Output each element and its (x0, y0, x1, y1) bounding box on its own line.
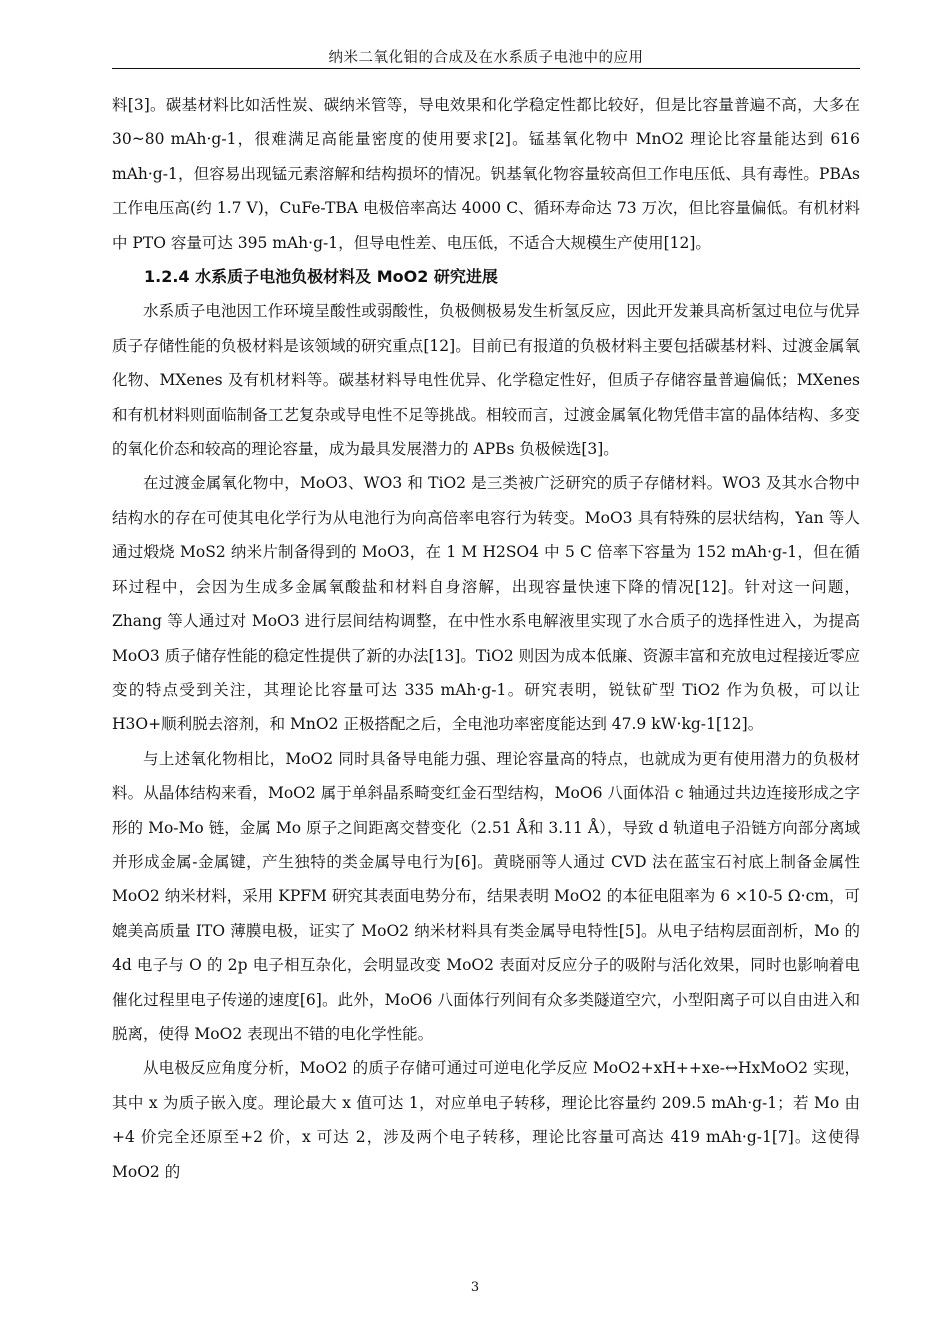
paragraph-continuation: 料[3]。碳基材料比如活性炭、碳纳米管等，导电效果和化学稳定性都比较好，但是比容量普遍不高，大多在 30~80 mAh·g-1，很难满足高能量密度的使用要求[2]。锰基氧化物中 MnO2 理论比容量能达到 616 mAh·g-1，但容易出现锰元素溶解和结构损坏的情况。钒基氧化物容量较高但工作电压低、具有毒性。PBAs 工作电压高(约 1.7 V)，CuFe-TBA 电极倍率高达 4000 C、循环寿命达 73 万次，但比容量偏低。有机材料中 PTO 容量可达 395 mAh·g-1，但导电性差、电压低，不适合大规模生产使用[12]。 (112, 96, 860, 252)
page-number: 3 (470, 1280, 480, 1295)
section-heading: 1.2.4 水系质子电池负极材料及 MoO2 研究进展 (144, 267, 498, 287)
paragraph-electrode-reaction: 从电极反应角度分析，MoO2 的质子存储可通过可逆电化学反应 MoO2+xH++xe-↔HxMoO2 实现，其中 x 为质子嵌入度。理论最大 x 值可达 1，对应单电子转移，理论比容量约 209.5 mAh·g-1；若 Mo 由+4 价完全还原至+2 价，x 可达 2，涉及两个电子转移，理论比容量可高达 419 mAh·g-1[7]。这使得 MoO2 的 (112, 1059, 860, 1181)
running-header: 纳米二氧化钼的合成及在水系质子电池中的应用 (328, 50, 644, 66)
paragraph-anode-overview: 水系质子电池因工作环境呈酸性或弱酸性，负极侧极易发生析氢反应，因此开发兼具高析氢过电位与优异质子存储性能的负极材料是该领域的研究重点[12]。目前已有报道的负极材料主要包括碳基材料、过渡金属氧化物、MXenes 及有机材料等。碳基材料导电性优异、化学稳定性好，但质子存储容量普遍偏低；MXenes 和有机材料则面临制备工艺复杂或导电性不足等挑战。相较而言，过渡金属氧化物凭借丰富的晶体结构、多变的氧化价态和较高的理论容量，成为最具发展潜力的 APBs 负极候选[3]。 (112, 302, 860, 459)
paragraph-transition-metal-oxides: 在过渡金属氧化物中，MoO3、WO3 和 TiO2 是三类被广泛研究的质子存储材料。WO3 及其水合物中结构水的存在可使其电化学行为从电池行为向高倍率电容行为转变。MoO3 具有特殊的层状结构，Yan 等人通过煅烧 MoS2 纳米片制备得到的 MoO3，在 1 M H2SO4 中 5 C 倍率下容量为 152 mAh·g-1，但在循环过程中，会因为生成多金属氧酸盐和材料自身溶解，出现容量快速下降的情况[12]。针对这一问题，Zhang 等人通过对 MoO3 进行层间结构调整，在中性水系电解液里实现了水合质子的选择性进入，为提高 MoO3 质子储存性能的稳定性提供了新的办法[13]。TiO2 则因为成本低廉、资源丰富和充放电过程接近零应变的特点受到关注，其理论比容量可达 335 mAh·g-1。研究表明，锐钛矿型 TiO2 作为负极，可以让 H3O+顺利脱去溶剂，和 MnO2 正极搭配之后，全电池功率密度能达到 47.9 kW·kg-1[12]。 (112, 474, 860, 734)
header-rule (112, 68, 860, 69)
body-text (112, 88, 860, 1189)
paragraph-moo2-structure: 与上述氧化物相比，MoO2 同时具备导电能力强、理论容量高的特点，也就成为更有使用潜力的负极材料。从晶体结构来看，MoO2 属于单斜晶系畸变红金石型结构，MoO6 八面体沿 c 轴通过共边连接形成之字形的 Mo-Mo 链，金属 Mo 原子之间距离交替变化（2.51 Å和 3.11 Å），导致 d 轨道电子沿链方向部分离域并形成金属-金属键，产生独特的类金属导电行为[6]。黄晓丽等人通过 CVD 法在蓝宝石衬底上制备金属性 MoO2 纳米材料，采用 KPFM 研究其表面电势分布，结果表明 MoO2 的本征电阻率为 6 ×10-5 Ω·cm，可媲美高质量 ITO 薄膜电极，证实了 MoO2 纳米材料具有类金属导电特性[5]。从电子结构层面剖析，Mo 的 4d 电子与 O 的 2p 电子相互杂化，会明显改变 MoO2 表面对反应分子的吸附与活化效果，同时也影响着电催化过程里电子传递的速度[6]。此外，MoO6 八面体行列间有众多类隧道空穴，小型阳离子可以自由进入和脱离，使得 MoO2 表现出不错的电化学性能。 (112, 749, 860, 1043)
